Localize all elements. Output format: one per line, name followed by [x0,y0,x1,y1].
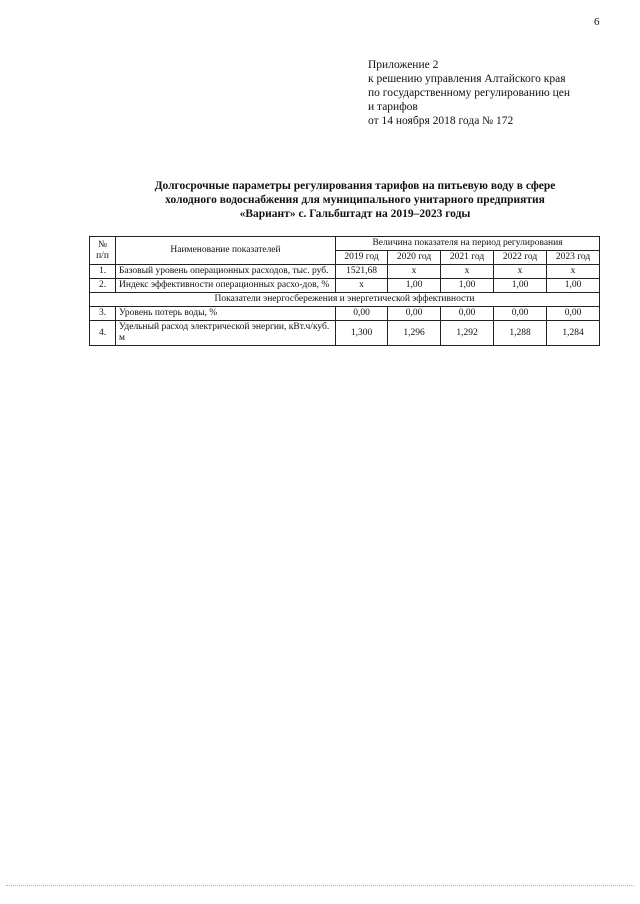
parameters-table [89,236,600,346]
row-value: 1,00 [388,279,441,293]
row-name: Уровень потерь воды, % [116,307,336,321]
appendix-line: и тарифов [368,101,418,113]
table-row [90,279,600,293]
row-value: 1,288 [494,321,547,346]
appendix-line: от 14 ноября 2018 года № 172 [368,115,514,127]
table-row [90,307,600,321]
table-section-row [90,293,600,307]
row-value: 0,00 [547,307,600,321]
header-name: Наименование показателей [116,237,336,265]
header-num: № п/п [90,237,116,265]
row-num: 1. [90,265,116,279]
table-row [90,265,600,279]
row-value: x [547,265,600,279]
table-header-row [90,237,600,251]
appendix-line: Приложение 2 [368,59,439,71]
row-num: 4. [90,321,116,346]
table-row [90,321,600,346]
header-year: 2020 год [388,251,441,265]
header-period: Величина показателя на период регулирования [336,237,600,251]
row-name: Базовый уровень операционных расходов, тыс. руб. [116,265,336,279]
appendix-line: к решению управления Алтайского края [368,73,566,85]
header-year: 2021 год [441,251,494,265]
header-year: 2019 год [336,251,388,265]
appendix-line: по государственному регулированию цен [368,87,571,99]
header-year: 2022 год [494,251,547,265]
title-line: Долгосрочные параметры регулирования тарифов на питьевую воду в сфере [154,180,556,192]
row-num: 3. [90,307,116,321]
row-value: 0,00 [388,307,441,321]
document-title [100,179,610,221]
title-line: холодного водоснабжения для муниципального унитарного предприятия [165,194,545,206]
row-value: 0,00 [441,307,494,321]
row-value: x [494,265,547,279]
row-value: 1,00 [441,279,494,293]
row-value: 1,284 [547,321,600,346]
row-value: 1,300 [336,321,388,346]
row-value: 1,00 [494,279,547,293]
appendix-block [368,58,630,128]
row-value: 0,00 [336,307,388,321]
footer-divider [6,885,634,886]
row-value: x [441,265,494,279]
row-num: 2. [90,279,116,293]
row-value: 0,00 [494,307,547,321]
header-year: 2023 год [547,251,600,265]
row-name: Индекс эффективности операционных расхо-дов, % [116,279,336,293]
row-value: 1,296 [388,321,441,346]
row-value: 1,00 [547,279,600,293]
title-line: «Вариант» с. Гальбштадт на 2019–2023 годы [239,208,471,220]
row-name: Удельный расход электрической энергии, кВт.ч/куб. м [116,321,336,346]
section-heading: Показатели энергосбережения и энергетической эффективности [90,293,600,307]
row-value: x [336,279,388,293]
row-value: 1521,68 [336,265,388,279]
row-value: 1,292 [441,321,494,346]
page-number: 6 [594,16,600,28]
row-value: x [388,265,441,279]
